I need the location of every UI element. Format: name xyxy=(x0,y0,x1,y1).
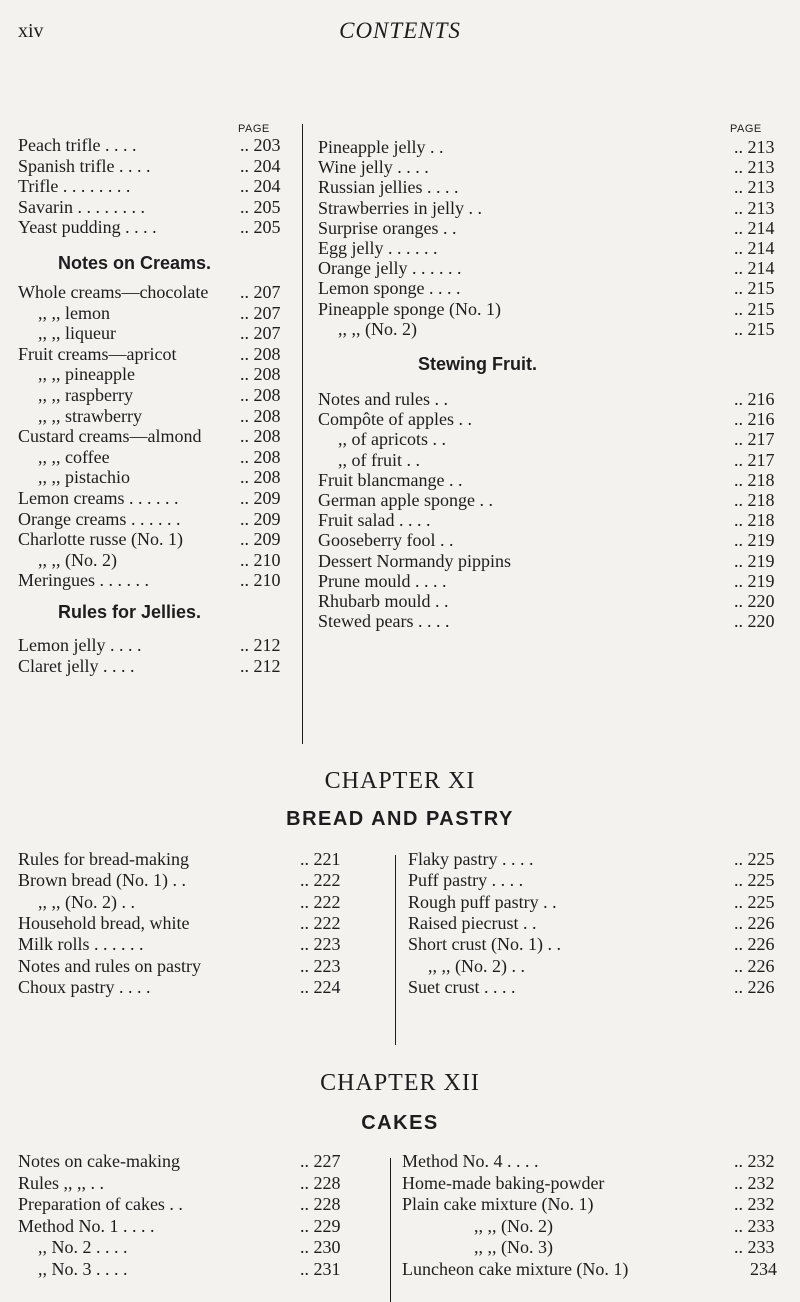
section-heading: Rules for Jellies. xyxy=(58,602,202,622)
toc-entry-label: ,, ,, (No. 2) . . xyxy=(38,891,135,912)
toc-entry xyxy=(18,933,360,955)
toc-entry xyxy=(408,976,794,998)
toc-entry-page: .. 205 xyxy=(240,196,281,217)
toc-entry-page: .. 215 xyxy=(734,298,775,319)
toc-entry-label: Yeast pudding . . . . xyxy=(18,217,157,238)
toc-entry xyxy=(402,1258,794,1280)
toc-entry-label: Gooseberry fool . . xyxy=(318,530,454,551)
toc-entry xyxy=(402,1172,794,1194)
toc-entry xyxy=(318,217,794,239)
page-column-head-left: PAGE xyxy=(238,123,270,135)
toc-entry xyxy=(402,1215,794,1237)
toc-entry-page: .. 226 xyxy=(734,934,775,955)
toc-entry xyxy=(18,155,300,177)
toc-entry-page: .. 225 xyxy=(734,849,775,869)
toc-entry-page: .. 226 xyxy=(734,912,775,933)
toc-entry xyxy=(18,634,300,656)
toc-entry-label: ,, ,, lemon xyxy=(38,302,110,323)
toc-entry-page: .. 212 xyxy=(240,655,281,676)
toc-entry-label: ,, ,, pineapple xyxy=(38,364,135,385)
toc-entry xyxy=(318,277,794,299)
toc-entry xyxy=(18,487,300,509)
toc-entry-label: ,, ,, raspberry xyxy=(38,385,133,405)
toc-entry-page: .. 231 xyxy=(300,1259,341,1279)
toc-entry-page: .. 214 xyxy=(734,238,775,258)
toc-entry xyxy=(18,216,300,238)
toc-entry-label: Whole creams—chocolate xyxy=(18,282,209,302)
toc-entry xyxy=(408,955,794,977)
toc-entry-label: Preparation of cakes . . xyxy=(18,1194,183,1215)
toc-entry xyxy=(408,891,794,913)
section-heading: Stewing Fruit. xyxy=(418,354,537,374)
toc-entry xyxy=(18,196,300,218)
toc-entry-page: .. 213 xyxy=(734,197,775,218)
column-divider xyxy=(395,855,396,1045)
toc-entry-page: .. 220 xyxy=(734,611,775,632)
toc-entry-label: Fruit creams—apricot xyxy=(18,343,177,364)
toc-entry-label: ,, of apricots . . xyxy=(338,429,446,450)
toc-entry-label: Method No. 4 . . . . xyxy=(402,1151,539,1171)
toc-entry-label: Lemon jelly . . . . xyxy=(18,635,142,655)
toc-entry xyxy=(408,933,794,955)
toc-entry xyxy=(318,449,794,471)
toc-entry-label: Stewed pears . . . . xyxy=(318,611,450,632)
toc-entry-label: ,, ,, strawberry xyxy=(38,405,142,426)
page-number: xiv xyxy=(18,20,44,42)
toc-entry-page: .. 218 xyxy=(734,510,775,531)
toc-entry-label: ,, ,, pistachio xyxy=(38,467,130,488)
toc-entry-page: .. 210 xyxy=(240,570,281,591)
toc-entry-label: Puff pastry . . . . xyxy=(408,870,524,891)
toc-entry-label: Egg jelly . . . . . . xyxy=(318,238,438,258)
toc-entry xyxy=(18,302,300,324)
toc-entry-page: .. 213 xyxy=(734,177,775,198)
toc-entry-page: .. 232 xyxy=(734,1151,775,1171)
toc-entry xyxy=(18,976,360,998)
toc-entry-page: .. 232 xyxy=(734,1194,775,1215)
column-divider xyxy=(390,1158,391,1302)
toc-entry-page: .. 218 xyxy=(734,469,775,490)
toc-entry-label: ,, ,, coffee xyxy=(38,446,110,467)
toc-entry xyxy=(18,549,300,571)
toc-entry-page: .. 208 xyxy=(240,405,281,426)
toc-entry xyxy=(318,298,794,320)
toc-entry xyxy=(318,156,794,178)
toc-entry-page: .. 228 xyxy=(300,1172,341,1193)
toc-entry-page: .. 221 xyxy=(300,849,341,869)
toc-entry-label: Choux pastry . . . . xyxy=(18,976,151,997)
toc-entry-label: Notes and rules . . xyxy=(318,389,448,409)
toc-entry xyxy=(18,869,360,891)
toc-entry-label: Meringues . . . . . . xyxy=(18,570,149,591)
toc-entry-label: ,, ,, (No. 2) xyxy=(338,318,417,339)
toc-entry xyxy=(318,408,794,430)
toc-entry-label: Milk rolls . . . . . . xyxy=(18,934,144,955)
toc-entry xyxy=(318,197,794,219)
toc-entry-page: .. 225 xyxy=(734,891,775,912)
toc-entry xyxy=(18,912,360,934)
toc-entry-page: .. 208 xyxy=(240,364,281,385)
toc-entry-label: Luncheon cake mixture (No. 1) xyxy=(402,1259,629,1279)
toc-entry xyxy=(18,384,300,406)
toc-entry-page: .. 209 xyxy=(240,529,281,550)
toc-entry xyxy=(18,1172,360,1194)
toc-entry-label: ,, ,, (No. 2) . . xyxy=(428,955,525,976)
toc-entry-label: Lemon sponge . . . . xyxy=(318,278,461,299)
toc-entry xyxy=(318,237,794,259)
toc-entry-label: ,, No. 3 . . . . xyxy=(38,1259,128,1279)
toc-entry-page: .. 207 xyxy=(240,282,281,302)
toc-entry xyxy=(408,848,794,870)
toc-entry-label: Claret jelly . . . . xyxy=(18,655,135,676)
toc-entry-label: Orange creams . . . . . . xyxy=(18,508,181,529)
toc-entry-label: Orange jelly . . . . . . xyxy=(318,258,462,279)
toc-entry xyxy=(18,955,360,977)
column-divider xyxy=(302,124,303,744)
toc-entry xyxy=(18,322,300,344)
toc-entry-page: .. 222 xyxy=(300,891,341,912)
toc-entry-page: .. 219 xyxy=(734,550,775,571)
toc-entry xyxy=(18,343,300,365)
toc-entry-page: .. 214 xyxy=(734,258,775,279)
toc-entry-label: Method No. 1 . . . . xyxy=(18,1215,155,1236)
toc-entry-page: .. 233 xyxy=(734,1237,775,1258)
toc-entry xyxy=(18,1150,360,1172)
toc-entry xyxy=(18,1215,360,1237)
toc-entry-label: Surprise oranges . . xyxy=(318,217,457,238)
toc-entry xyxy=(402,1150,794,1172)
toc-entry xyxy=(402,1193,794,1215)
toc-entry xyxy=(318,550,794,572)
toc-entry-label: ,, of fruit . . xyxy=(338,449,420,470)
toc-entry-label: Strawberries in jelly . . xyxy=(318,197,482,218)
toc-entry-page: .. 222 xyxy=(300,870,341,891)
chapter-xi-title: CHAPTER XI xyxy=(324,768,476,794)
toc-entry-label: Peach trifle . . . . xyxy=(18,135,137,155)
toc-entry xyxy=(402,1236,794,1258)
toc-entry-page: .. 219 xyxy=(734,530,775,551)
toc-entry xyxy=(18,1258,360,1280)
toc-entry-label: Prune mould . . . . xyxy=(318,570,447,591)
toc-entry-page: .. 223 xyxy=(300,934,341,955)
toc-entry-label: Trifle . . . . . . . . xyxy=(18,176,131,197)
section-heading: Notes on Creams. xyxy=(58,253,212,273)
toc-entry-label: Rules ,, ,, . . xyxy=(18,1172,105,1193)
toc-entry-label: Savarin . . . . . . . . xyxy=(18,196,145,217)
toc-entry-page: .. 203 xyxy=(240,135,281,155)
toc-entry-page: 234 xyxy=(750,1259,777,1279)
toc-entry-label: Fruit salad . . . . xyxy=(318,510,431,531)
toc-entry-label: Russian jellies . . . . xyxy=(318,177,459,198)
toc-entry-page: .. 224 xyxy=(300,976,341,997)
toc-entry-page: .. 232 xyxy=(734,1172,775,1193)
toc-entry xyxy=(318,469,794,491)
toc-entry-page: .. 217 xyxy=(734,429,775,450)
toc-entry xyxy=(18,508,300,530)
toc-entry-page: .. 215 xyxy=(734,278,775,299)
toc-entry-page: .. 230 xyxy=(300,1237,341,1258)
toc-entry-label: Lemon creams . . . . . . xyxy=(18,488,179,508)
toc-entry-page: .. 220 xyxy=(734,591,775,611)
toc-entry-label: ,, ,, (No. 2) xyxy=(38,549,117,570)
toc-entry xyxy=(18,405,300,427)
toc-entry-page: .. 213 xyxy=(734,157,775,178)
toc-entry-page: .. 219 xyxy=(734,570,775,591)
toc-entry-page: .. 204 xyxy=(240,155,281,176)
toc-entry xyxy=(18,175,300,197)
toc-entry xyxy=(18,466,300,488)
toc-entry xyxy=(18,1193,360,1215)
toc-entry-page: .. 226 xyxy=(734,976,775,997)
toc-entry-label: Plain cake mixture (No. 1) xyxy=(402,1194,594,1215)
toc-entry-page: .. 223 xyxy=(300,955,341,976)
toc-entry xyxy=(318,590,794,612)
toc-entry-page: .. 213 xyxy=(734,137,775,157)
running-title: CONTENTS xyxy=(339,18,461,43)
toc-entry xyxy=(318,428,794,450)
toc-entry-page: .. 208 xyxy=(240,385,281,405)
toc-entry-page: .. 208 xyxy=(240,446,281,467)
toc-entry xyxy=(408,912,794,934)
chapter-xii-title: CHAPTER XII xyxy=(320,1070,480,1096)
toc-entry-label: Flaky pastry . . . . xyxy=(408,849,534,869)
toc-entry xyxy=(18,1236,360,1258)
toc-entry-label: Charlotte russe (No. 1) xyxy=(18,529,183,550)
toc-entry-label: Rules for bread-making xyxy=(18,849,189,869)
toc-entry xyxy=(318,529,794,551)
toc-entry-label: Brown bread (No. 1) . . xyxy=(18,870,186,891)
toc-entry-page: .. 226 xyxy=(734,955,775,976)
toc-entry-page: .. 233 xyxy=(734,1215,775,1236)
toc-entry xyxy=(18,655,300,677)
toc-entry-label: Fruit blancmange . . xyxy=(318,469,463,490)
chapter-xii-subtitle: CAKES xyxy=(361,1112,439,1134)
toc-entry-page: .. 207 xyxy=(240,323,281,344)
toc-entry-label: Notes on cake-making xyxy=(18,1151,180,1171)
toc-entry-page: .. 207 xyxy=(240,302,281,323)
toc-entry xyxy=(18,528,300,550)
toc-entry-page: .. 229 xyxy=(300,1215,341,1236)
toc-entry-page: .. 212 xyxy=(240,635,281,655)
toc-entry-label: Short crust (No. 1) . . xyxy=(408,934,561,955)
toc-entry-label: ,, ,, (No. 2) xyxy=(474,1215,553,1236)
toc-entry xyxy=(18,446,300,468)
toc-entry xyxy=(18,134,300,156)
toc-entry-label: Rough puff pastry . . xyxy=(408,891,557,912)
toc-entry-label: German apple sponge . . xyxy=(318,490,493,510)
toc-entry xyxy=(318,509,794,531)
toc-entry-page: .. 205 xyxy=(240,217,281,238)
toc-entry-label: Notes and rules on pastry xyxy=(18,955,201,976)
toc-entry-page: .. 218 xyxy=(734,490,775,510)
toc-entry xyxy=(318,176,794,198)
toc-entry-label: Dessert Normandy pippins xyxy=(318,550,511,571)
page-column-head-right: PAGE xyxy=(730,123,762,135)
toc-entry-page: .. 228 xyxy=(300,1194,341,1215)
toc-entry-label: Home-made baking-powder xyxy=(402,1172,605,1193)
toc-entry-page: .. 215 xyxy=(734,318,775,339)
toc-entry-label: Household bread, white xyxy=(18,912,190,933)
toc-entry-page: .. 209 xyxy=(240,508,281,529)
toc-entry-label: Rhubarb mould . . xyxy=(318,591,449,611)
toc-entry xyxy=(318,136,794,158)
toc-entry xyxy=(18,425,300,447)
toc-entry-page: .. 222 xyxy=(300,912,341,933)
toc-entry-page: .. 227 xyxy=(300,1151,341,1171)
toc-entry xyxy=(18,281,300,303)
toc-entry-page: .. 210 xyxy=(240,549,281,570)
toc-entry xyxy=(408,869,794,891)
toc-entry-label: ,, No. 2 . . . . xyxy=(38,1237,128,1258)
toc-entry-page: .. 216 xyxy=(734,389,775,409)
toc-entry-page: .. 208 xyxy=(240,426,281,447)
toc-entry-label: Raised piecrust . . xyxy=(408,912,537,933)
toc-entry-label: ,, ,, liqueur xyxy=(38,323,116,344)
toc-entry-label: Wine jelly . . . . xyxy=(318,157,429,178)
toc-entry-page: .. 216 xyxy=(734,409,775,430)
toc-entry xyxy=(318,257,794,279)
toc-entry-label: Custard creams—almond xyxy=(18,426,202,447)
toc-entry xyxy=(318,388,794,410)
toc-entry-label: Suet crust . . . . xyxy=(408,976,516,997)
toc-entry-label: Compôte of apples . . xyxy=(318,409,472,430)
toc-entry-page: .. 214 xyxy=(734,217,775,238)
toc-entry xyxy=(318,610,794,632)
toc-entry xyxy=(318,570,794,592)
toc-entry xyxy=(18,848,360,870)
toc-entry xyxy=(318,489,794,511)
toc-entry xyxy=(18,569,300,591)
chapter-xi-subtitle: BREAD AND PASTRY xyxy=(286,808,514,830)
toc-entry-page: .. 209 xyxy=(240,488,281,508)
toc-entry-page: .. 204 xyxy=(240,176,281,197)
toc-entry xyxy=(318,318,794,340)
toc-entry-page: .. 208 xyxy=(240,343,281,364)
toc-entry xyxy=(18,891,360,913)
toc-entry-page: .. 225 xyxy=(734,870,775,891)
toc-entry-label: Pineapple sponge (No. 1) xyxy=(318,298,501,319)
toc-entry-page: .. 217 xyxy=(734,449,775,470)
toc-entry-label: ,, ,, (No. 3) xyxy=(474,1237,553,1258)
toc-entry xyxy=(18,363,300,385)
toc-entry-label: Pineapple jelly . . xyxy=(318,137,444,157)
toc-entry-label: Spanish trifle . . . . xyxy=(18,155,151,176)
toc-entry-page: .. 208 xyxy=(240,467,281,488)
